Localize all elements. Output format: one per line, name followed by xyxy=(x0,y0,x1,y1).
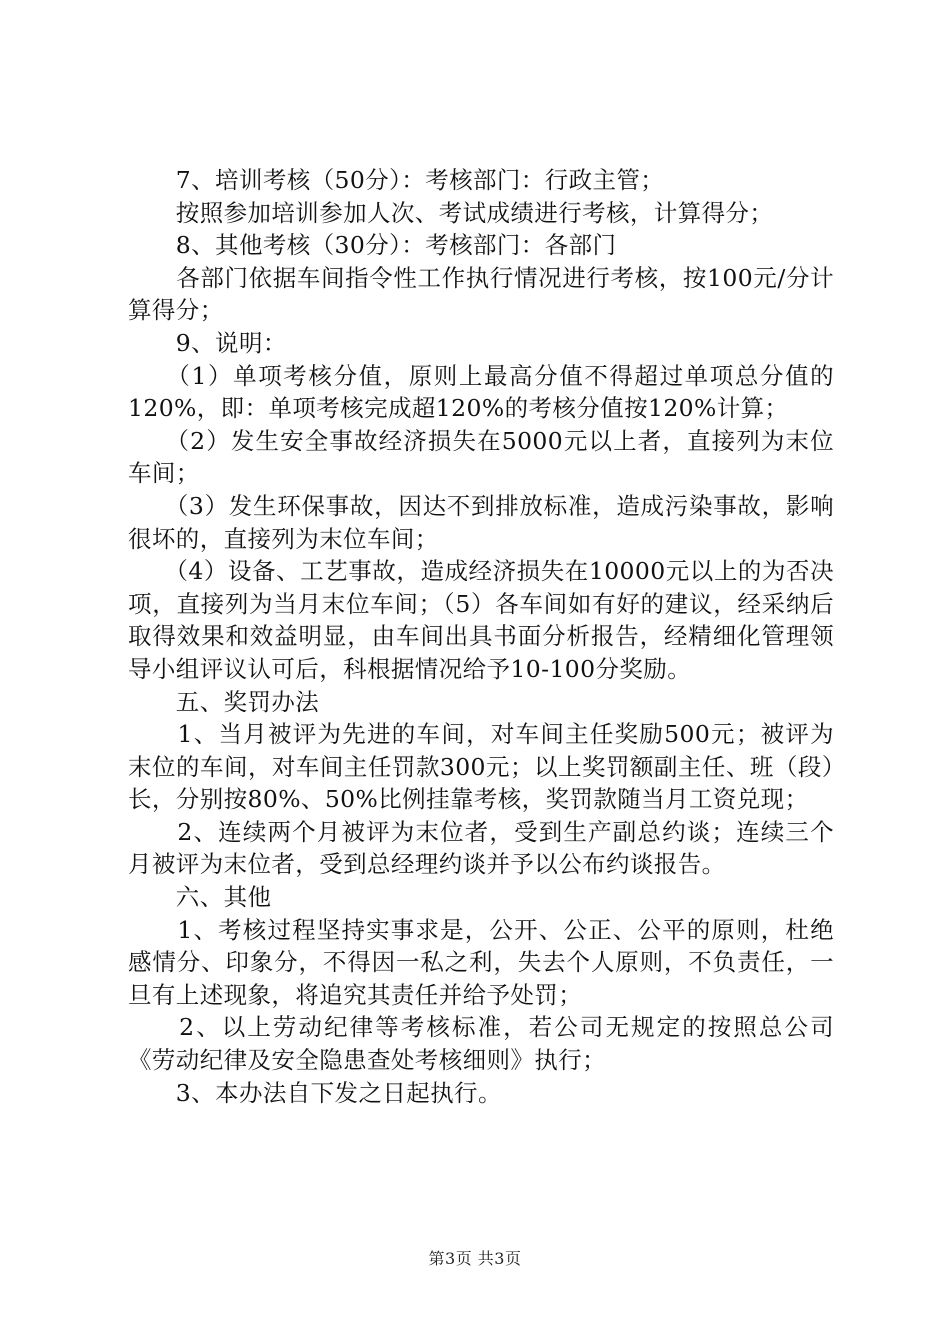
paragraph-other-method: 各部门依据车间指令性工作执行情况进行考核，按100元/分计算得分； xyxy=(128,263,834,325)
paragraph-other-3: 3、本办法自下发之日起执行。 xyxy=(128,1078,502,1107)
page-footer xyxy=(0,1246,950,1269)
paragraph-notes-heading: 9、说明： xyxy=(128,328,287,357)
paragraph-other-1: 1、考核过程坚持实事求是，公开、公正、公平的原则，杜绝感情分、印象分，不得因一私之利，失去个人原则，不负责任，一旦有上述现象，将追究其责任并给予处罚； xyxy=(128,915,834,1009)
paragraph-note-2: （2）发生安全事故经济损失在5000元以上者，直接列为末位车间； xyxy=(128,426,834,488)
section-heading-rewards: 五、奖罚办法 xyxy=(128,687,320,716)
paragraph-other-2: 2、以上劳动纪律等考核标准，若公司无规定的按照总公司《劳动纪律及安全隐患查处考核细则》执行； xyxy=(128,1013,834,1075)
paragraph-reward-2: 2、连续两个月被评为末位者，受到生产副总约谈；连续三个月被评为末位者，受到总经理约谈并予以公布约谈报告。 xyxy=(128,817,834,879)
paragraph-note-1: （1）单项考核分值，原则上最高分值不得超过单项总分值的120%，即：单项考核完成超120%的考核分值按120%计算； xyxy=(128,361,834,423)
document-body xyxy=(128,164,834,1109)
paragraph-note-3: （3）发生环保事故，因达不到排放标准，造成污染事故，影响很坏的，直接列为末位车间； xyxy=(128,491,834,553)
page-number: 第3页 共3页 xyxy=(428,1249,522,1268)
paragraph-training-method: 按照参加培训参加人次、考试成绩进行考核，计算得分； xyxy=(128,198,774,227)
paragraph-reward-1: 1、当月被评为先进的车间，对车间主任奖励500元；被评为末位的车间，对车间主任罚款300元；以上奖罚额副主任、班（段）长，分别按80%、50%比例挂靠考核，奖罚款随当月工资兑现； xyxy=(128,720,834,814)
paragraph-other-assessment: 8、其他考核（30分）：考核部门：各部门 xyxy=(128,231,617,260)
section-heading-other: 六、其他 xyxy=(128,883,272,912)
paragraph-note-4-5: （4）设备、工艺事故，造成经济损失在10000元以上的为否决项，直接列为当月末位车间；（5）各车间如有好的建议，经采纳后取得效果和效益明显，由车间出具书面分析报告，经精细化管理领导小组评议认可后，科根据情况给予10-100分奖励。 xyxy=(128,557,834,683)
paragraph-training-assessment: 7、培训考核（50分）：考核部门：行政主管； xyxy=(128,166,665,194)
